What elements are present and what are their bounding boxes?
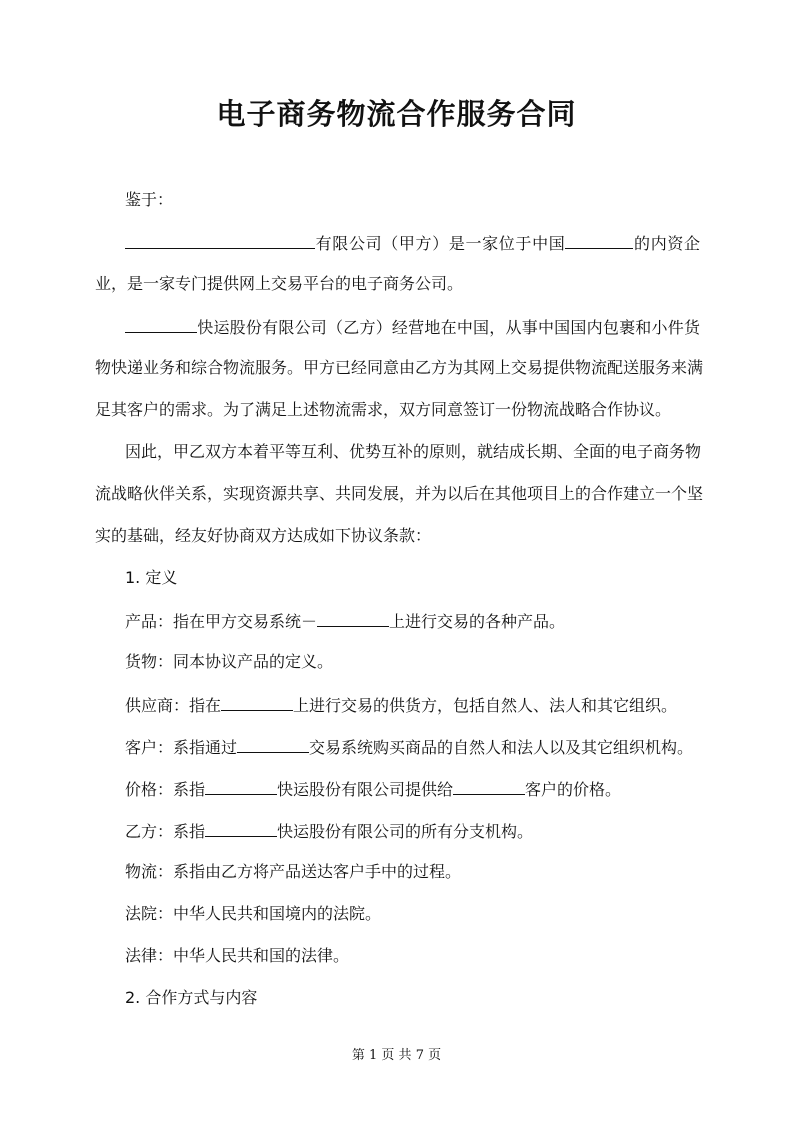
blank-field — [125, 232, 315, 249]
definition-text: 乙方：系指 — [125, 822, 206, 841]
blank-field — [205, 778, 277, 795]
party-a-text: 有限公司（甲方）是一家位于中国 — [315, 234, 566, 253]
definition-text: 客户：系指通过 — [125, 738, 238, 757]
section-1-heading: 1. 定义 — [125, 568, 178, 587]
definition-text: 上进行交易的供货方，包括自然人、法人和其它组织。 — [293, 696, 678, 715]
blank-field — [205, 820, 277, 837]
blank-field — [125, 316, 197, 333]
therefore-paragraph-line3: 实的基础，经友好协商双方达成如下协议条款： — [95, 526, 432, 545]
party-b-paragraph-line2: 物快递业务和综合物流服务。甲方已经同意由乙方为其网上交易提供物流配送服务来满 — [95, 358, 704, 377]
definition-text: 供应商：指在 — [125, 696, 222, 715]
document-title: 电子商务物流合作服务合同 — [216, 97, 577, 131]
definition-price — [125, 778, 730, 800]
definition-text: 快运股份有限公司提供给 — [277, 780, 454, 799]
party-a-paragraph-line1 — [125, 232, 700, 254]
definition-court: 法院：中华人民共和国境内的法院。 — [125, 904, 382, 923]
definition-supplier — [125, 694, 730, 716]
blank-field — [317, 610, 389, 627]
therefore-paragraph-line1: 因此，甲乙双方本着平等互利、优势互补的原则，就结成长期、全面的电子商务物 — [125, 442, 702, 461]
party-a-text-end: 的内资企 — [633, 234, 700, 253]
party-b-text: 快运股份有限公司（乙方）经营地在中国，从事中国国内包裹和小件货 — [197, 318, 700, 337]
section-2-heading: 2. 合作方式与内容 — [125, 988, 258, 1007]
definition-law: 法律：中华人民共和国的法律。 — [125, 946, 350, 965]
definition-text: 上进行交易的各种产品。 — [389, 612, 566, 631]
party-b-paragraph-line1 — [125, 316, 700, 338]
definition-text: 客户的价格。 — [525, 780, 622, 799]
definition-logistics: 物流：系指由乙方将产品送达客户手中的过程。 — [125, 862, 462, 881]
definition-text: 交易系统购买商品的自然人和法人以及其它组织机构。 — [309, 738, 694, 757]
definition-customer — [125, 736, 730, 758]
page-number: 第 1 页 共 7 页 — [351, 1048, 442, 1063]
definition-text: 快运股份有限公司的所有分支机构。 — [277, 822, 534, 841]
blank-field — [237, 736, 309, 753]
party-a-paragraph-line2: 业，是一家专门提供网上交易平台的电子商务公司。 — [95, 274, 464, 293]
therefore-paragraph-line2: 流战略伙伴关系，实现资源共享、共同发展，并为以后在其他项目上的合作建立一个坚 — [95, 484, 704, 503]
blank-field — [221, 694, 293, 711]
definition-text: 价格：系指 — [125, 780, 206, 799]
definition-goods: 货物：同本协议产品的定义。 — [125, 652, 334, 671]
blank-field — [565, 232, 633, 249]
blank-field — [453, 778, 525, 795]
definition-product — [125, 610, 730, 632]
definition-text: 产品：指在甲方交易系统－ — [125, 612, 318, 631]
party-b-paragraph-line3: 足其客户的需求。为了满足上述物流需求，双方同意签订一份物流战略合作协议。 — [95, 400, 672, 419]
definition-party-b — [125, 820, 730, 842]
whereas-label: 鉴于： — [125, 190, 174, 209]
